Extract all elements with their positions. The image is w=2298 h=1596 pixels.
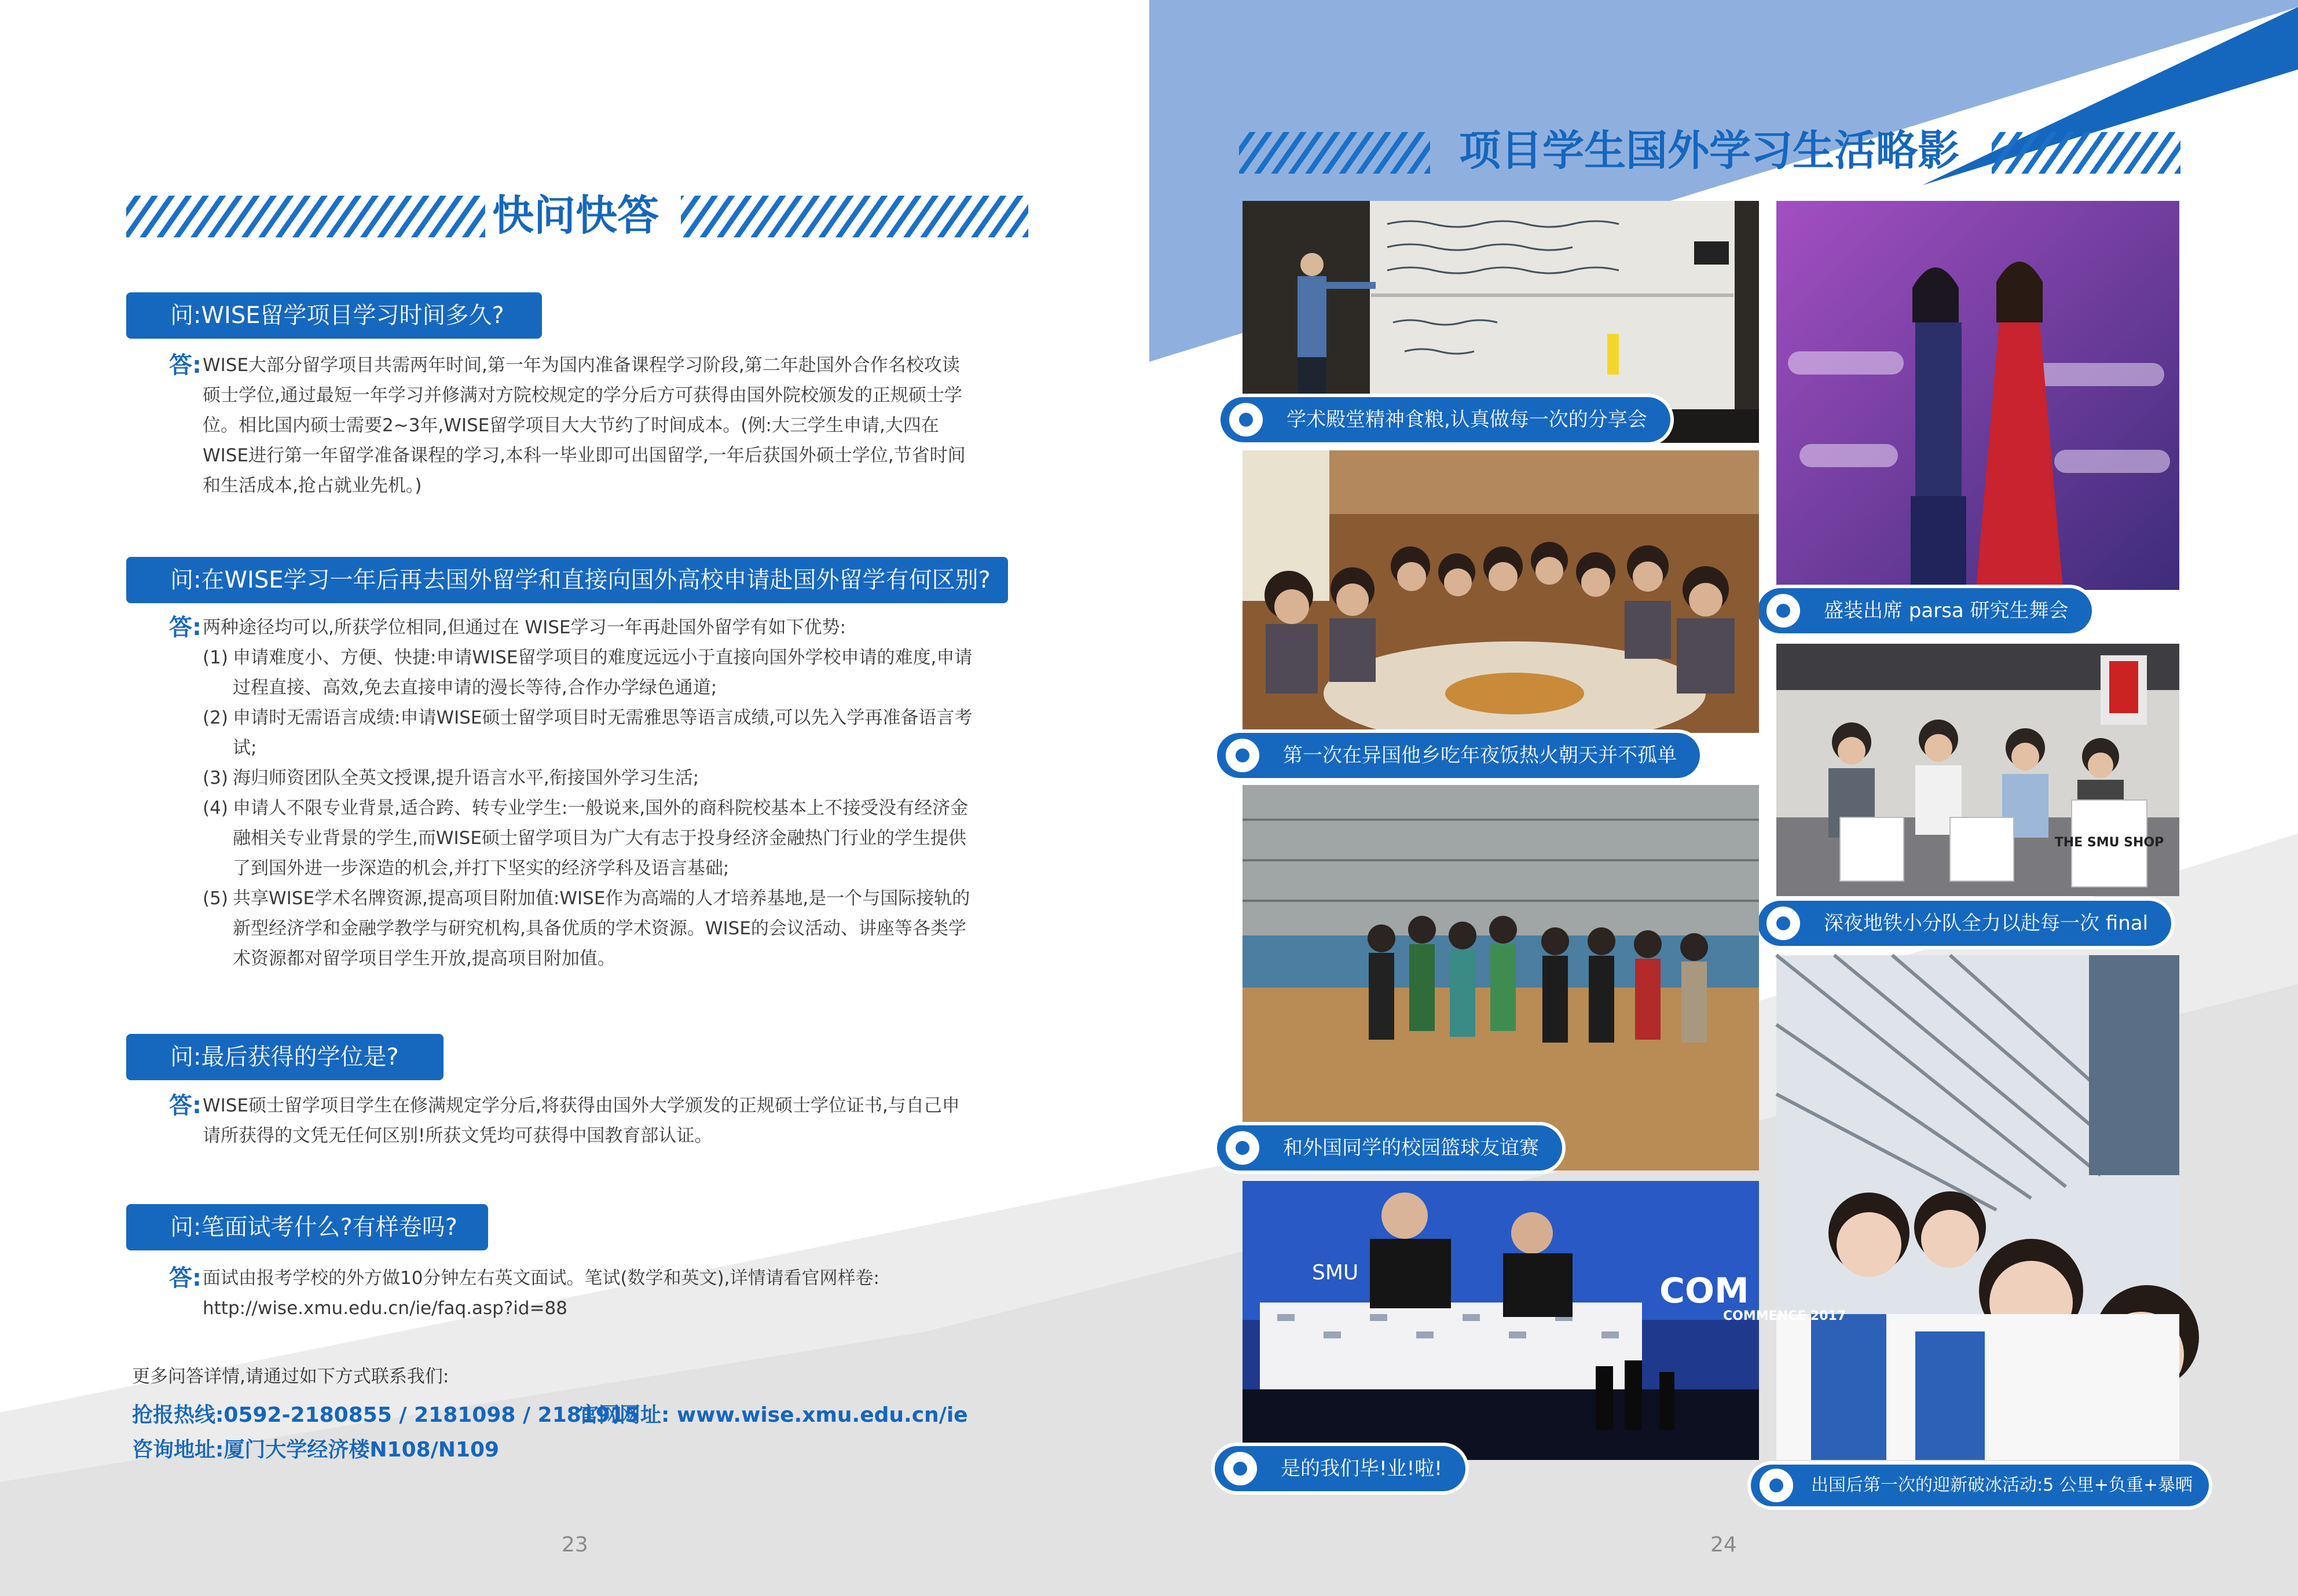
question-2: 问:在WISE学习一年后再去国外留学和直接向国外高校申请赴国外留学有何区别? xyxy=(126,557,1008,603)
photo-heading-stripes-right xyxy=(1992,132,2180,174)
caption-bullet-icon xyxy=(1224,737,1261,774)
caption-graduation-text: 是的我们毕!业!啦! xyxy=(1281,1457,1442,1480)
caption-bullet-icon xyxy=(1765,592,1802,629)
advantage-1-text: 申请难度小、方便、快捷:申请WISE留学项目的难度远远小于直接向国外学校申请的难度,申请过程直接、高效,免去直接申请的漫长等待,合作办学绿色通道; xyxy=(233,647,973,698)
caption-subway-text: 深夜地铁小分队全力以赴每一次 final xyxy=(1824,912,2149,935)
commencement-text: COMMENCE 2017 xyxy=(1723,1309,1846,1323)
caption-lecture xyxy=(1221,397,1670,442)
advantage-3 xyxy=(203,763,973,793)
advantage-1-num: (1) xyxy=(203,647,228,668)
caption-graduation xyxy=(1215,1446,1465,1491)
advantage-5-text: 共享WISE学术名牌资源,提高项目附加值:WISE作为高端的人才培养基地,是一个与国际接轨的新型经济学和金融学教学与研究机构,具备优质的学术资源。WISE的会议活动、讲座等各类学术资源都对留学项目学生开放,提高项目附加值。 xyxy=(233,888,970,969)
advantage-5-num: (5) xyxy=(203,888,228,909)
caption-bullet-icon xyxy=(1758,1467,1795,1504)
bag-text: THE SMU SHOP xyxy=(2054,835,2164,850)
heading-stripes-left xyxy=(126,196,485,237)
page-number-left: 23 xyxy=(562,1533,588,1557)
question-3: 问:最后获得的学位是? xyxy=(126,1034,444,1080)
answer-4-label: 答: xyxy=(169,1265,201,1292)
answer-4 xyxy=(203,1263,973,1323)
advantage-4-num: (4) xyxy=(203,798,228,819)
caption-lecture-text: 学术殿堂精神食粮,认真做每一次的分享会 xyxy=(1287,408,1647,431)
contact-website[interactable]: 官网网址: www.wise.xmu.edu.cn/ie xyxy=(578,1403,968,1427)
advantage-3-num: (3) xyxy=(203,768,228,788)
answer-2-intro: 两种途径均可以,所获学位相同,但通过在 WISE学习一年再赴国外留学有如下优势: xyxy=(203,617,846,638)
answer-2 xyxy=(203,612,973,974)
faq-link[interactable]: http://wise.xmu.edu.cn/ie/faq.asp?id=88 xyxy=(203,1298,568,1319)
question-1: 问:WISE留学项目学习时间多久? xyxy=(126,292,542,339)
caption-selfie xyxy=(1751,1465,2209,1506)
caption-dinner xyxy=(1217,733,1700,778)
caption-basketball xyxy=(1217,1125,1562,1171)
answer-1 xyxy=(203,350,973,501)
answer-3 xyxy=(203,1091,973,1151)
qa-heading: 快问快答 xyxy=(492,191,659,240)
caption-dinner-text: 第一次在异国他乡吃年夜饭热火朝天并不孤单 xyxy=(1283,744,1677,767)
smu-text: SMU xyxy=(1312,1261,1359,1285)
photo-dinner xyxy=(1243,450,1759,733)
com-text: COM xyxy=(1659,1271,1749,1311)
advantage-2-text: 申请时无需语言成绩:申请WISE硕士留学项目时无需雅思等语言成绩,可以先入学再准备语言考试; xyxy=(233,707,973,758)
caption-basketball-text: 和外国同学的校园篮球友谊赛 xyxy=(1283,1136,1539,1160)
photo-heading-stripes-left xyxy=(1239,132,1430,174)
photo-selfie xyxy=(1776,955,2179,1460)
advantage-2 xyxy=(203,703,973,763)
caption-selfie-text: 出国后第一次的迎新破冰活动:5 公里+负重+暴晒 xyxy=(1811,1475,2193,1495)
photo-basketball xyxy=(1243,785,1759,1171)
caption-gala xyxy=(1758,588,2092,633)
advantage-4 xyxy=(203,793,973,883)
caption-subway xyxy=(1758,901,2171,946)
contact-intro: 更多问答详情,请通过如下方式联系我们: xyxy=(132,1366,449,1387)
answer-3-text: WISE硕士留学项目学生在修满规定学分后,将获得由国外大学颁发的正规硕士学位证书,与自己申请所获得的文凭无任何区别!所获文凭均可获得中国教育部认证。 xyxy=(203,1095,960,1146)
answer-2-label: 答: xyxy=(169,614,201,641)
photo-subway xyxy=(1776,644,2179,896)
advantage-1 xyxy=(203,643,973,703)
answer-1-text: WISE大部分留学项目共需两年时间,第一年为国内准备课程学习阶段,第二年赴国外合作名校攻读硕士学位,通过最短一年学习并修满对方院校规定的学分后方可获得由国外院校颁发的正规硕士学位。相比国内硕士需要2~3年,WISE留学项目大大节约了时间成本。(例:大三学生申请,大四在WISE进行第一年留学准备课程的学习,本科一毕业即可出国留学,一年后获国外硕士学位,节省时间和生活成本,抢占就业先机。) xyxy=(203,355,966,496)
contact-hotline: 抢报热线:0592-2180855 / 2181098 / 2181915 xyxy=(132,1403,639,1427)
caption-bullet-icon xyxy=(1224,1129,1261,1166)
contact-address: 咨询地址:厦门大学经济楼N108/N109 xyxy=(132,1438,500,1462)
page-number-right: 24 xyxy=(1710,1533,1737,1557)
advantage-3-text: 海归师资团队全英文授课,提升语言水平,衔接国外学习生活; xyxy=(233,768,699,788)
answer-4-text: 面试由报考学校的外方做10分钟左右英文面试。笔试(数学和英文),详情请看官网样卷: xyxy=(203,1268,879,1289)
advantage-2-num: (2) xyxy=(203,707,228,728)
caption-bullet-icon xyxy=(1222,1450,1259,1487)
question-4: 问:笔面试考什么?有样卷吗? xyxy=(126,1204,488,1250)
caption-bullet-icon xyxy=(1765,905,1802,942)
advantage-5 xyxy=(203,883,973,974)
photo-heading: 项目学生国外学习生活略影 xyxy=(1459,126,1960,175)
answer-3-label: 答: xyxy=(169,1092,201,1119)
heading-stripes-right xyxy=(681,196,1028,237)
answer-1-label: 答: xyxy=(169,352,201,379)
photo-gala xyxy=(1776,201,2179,590)
caption-gala-text: 盛装出席 parsa 研究生舞会 xyxy=(1824,599,2069,622)
photo-graduation xyxy=(1243,1181,1846,1460)
caption-bullet-icon xyxy=(1227,401,1265,438)
advantage-4-text: 申请人不限专业背景,适合跨、转专业学生:一般说来,国外的商科院校基本上不接受没有经济金融相关专业背景的学生,而WISE硕士留学项目为广大有志于投身经济金融热门行业的学生提供了到国外进一步深造的机会,并打下坚实的经济学科及语言基础; xyxy=(233,798,969,879)
